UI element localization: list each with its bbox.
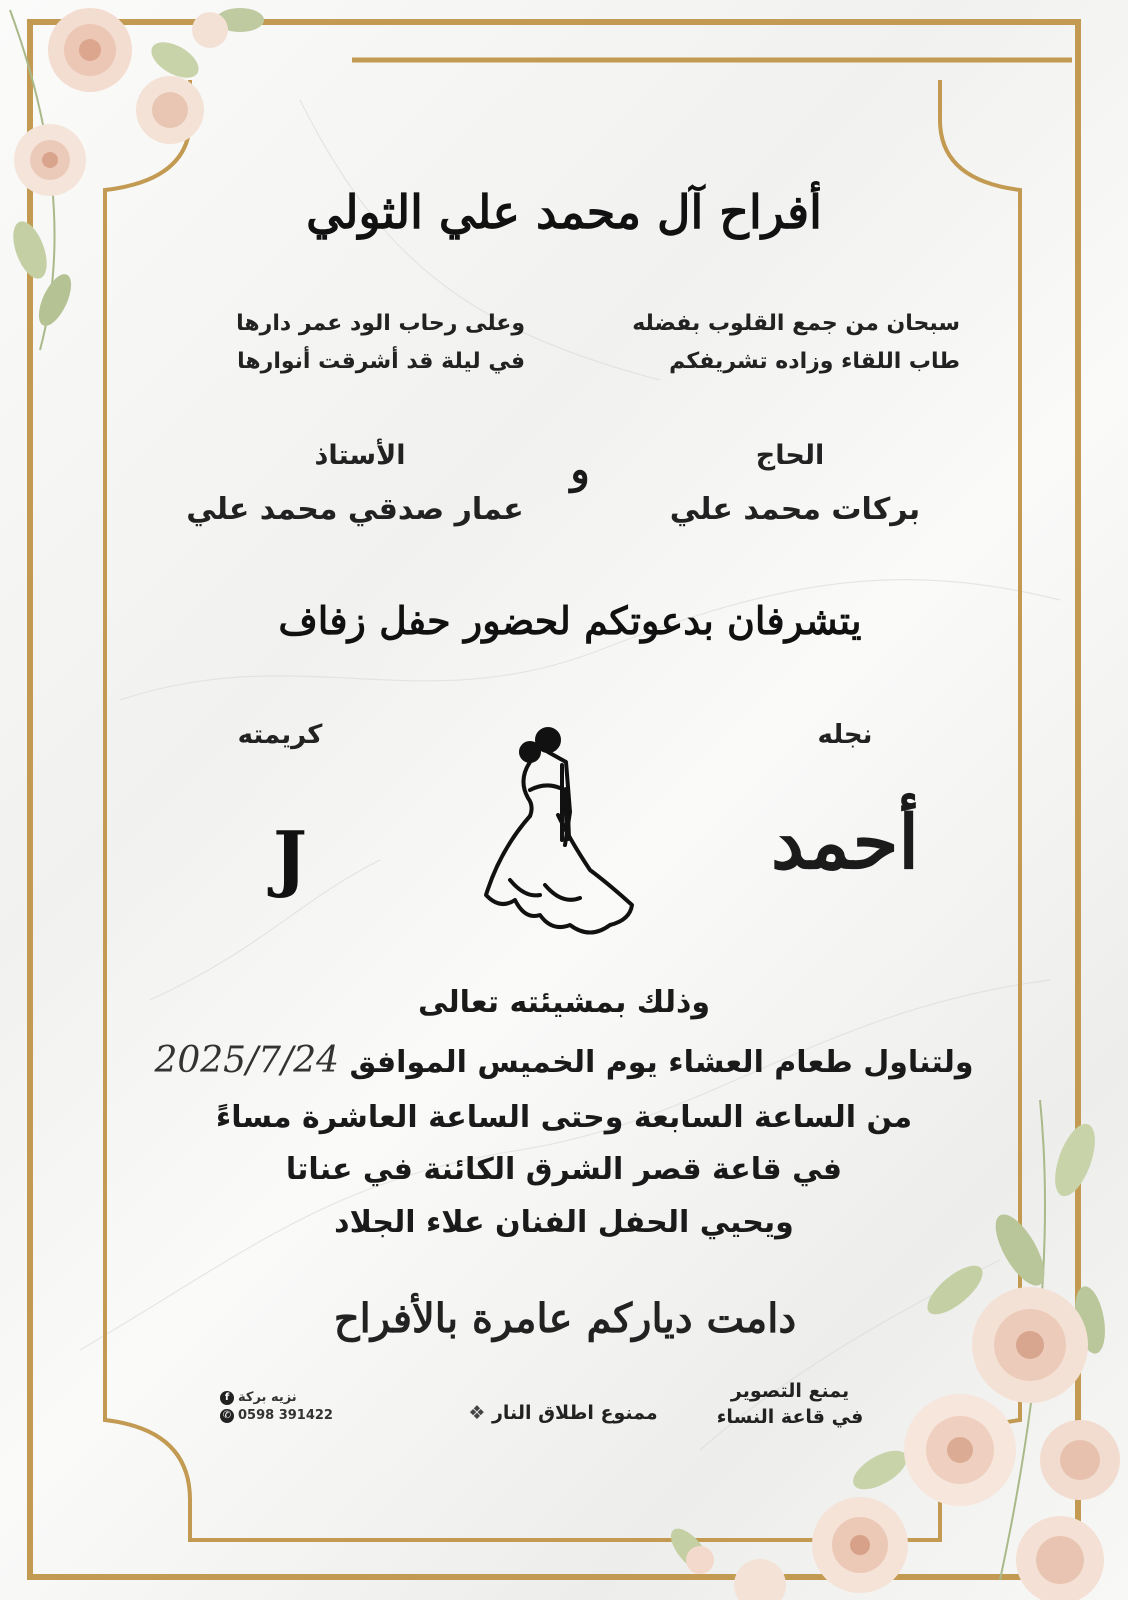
detail-line-2 bbox=[100, 1040, 1028, 1081]
verse-left bbox=[160, 305, 525, 381]
whatsapp-icon: ✆ bbox=[220, 1409, 234, 1423]
couple-silhouette-icon bbox=[470, 720, 645, 950]
detail-line-2-text: ولتناول طعام العشاء يوم الخميس الموافق bbox=[349, 1045, 974, 1080]
groom-label: نجله bbox=[817, 720, 873, 750]
host-left-name: عمار صدقي محمد علي bbox=[186, 492, 524, 527]
verse-left-line-1: وعلى رحاب الود عمر دارها bbox=[236, 311, 525, 336]
bride-label: كريمته bbox=[237, 720, 323, 750]
designer-phone-row bbox=[220, 1408, 340, 1423]
verse-left-line-2: في ليلة قد أشرقت أنوارها bbox=[237, 349, 525, 374]
no-photography-line-2: في قاعة النساء bbox=[716, 1406, 864, 1428]
detail-line-1: وذلك بمشيئته تعالى bbox=[417, 985, 711, 1020]
connector-waw: و bbox=[570, 446, 590, 493]
blessing-calligraphy: دامت دياركم عامرة بالأفراح bbox=[333, 1295, 797, 1342]
no-fireworks-text: ممنوع اطلاق النار bbox=[491, 1402, 658, 1424]
detail-line-4: في قاعة قصر الشرق الكائنة في عناتا bbox=[285, 1152, 843, 1187]
top-left-roses bbox=[7, 8, 264, 350]
designer-name-row bbox=[220, 1390, 340, 1405]
host-left-title: الأستاذ bbox=[314, 440, 406, 471]
no-fireworks-note bbox=[430, 1400, 690, 1426]
family-title: أفراح آل محمد علي الثولي bbox=[306, 185, 822, 239]
verse-right-line-1: سبحان من جمع القلوب بفضله bbox=[632, 311, 960, 336]
detail-line-3: من الساعة السابعة وحتى الساعة العاشرة مساءً bbox=[215, 1100, 913, 1135]
wedding-date: 2025/7/24 bbox=[154, 1040, 340, 1081]
no-photography-note bbox=[700, 1378, 880, 1430]
host-right-title: الحاج bbox=[755, 440, 825, 471]
facebook-icon: f bbox=[220, 1391, 234, 1405]
verse-right-line-2: طاب اللقاء وزاده تشريفكم bbox=[669, 349, 960, 374]
diamond-bullet-icon: ❖ bbox=[468, 1402, 486, 1424]
detail-line-5: ويحيي الحفل الفنان علاء الجلاد bbox=[334, 1205, 794, 1240]
designer-name: نزيه بركة bbox=[238, 1390, 297, 1405]
invitation-line: يتشرفان بدعوتكم لحضور حفل زفاف bbox=[278, 598, 862, 643]
host-right-name: بركات محمد علي bbox=[669, 492, 921, 527]
no-photography-line-1: يمنع التصوير bbox=[730, 1380, 850, 1402]
verse-right bbox=[570, 305, 960, 381]
designer-credit bbox=[220, 1390, 340, 1426]
designer-phone: 0598 391422 bbox=[238, 1408, 333, 1423]
groom-name: أحمد bbox=[771, 800, 919, 886]
bride-initial: J bbox=[272, 815, 308, 900]
